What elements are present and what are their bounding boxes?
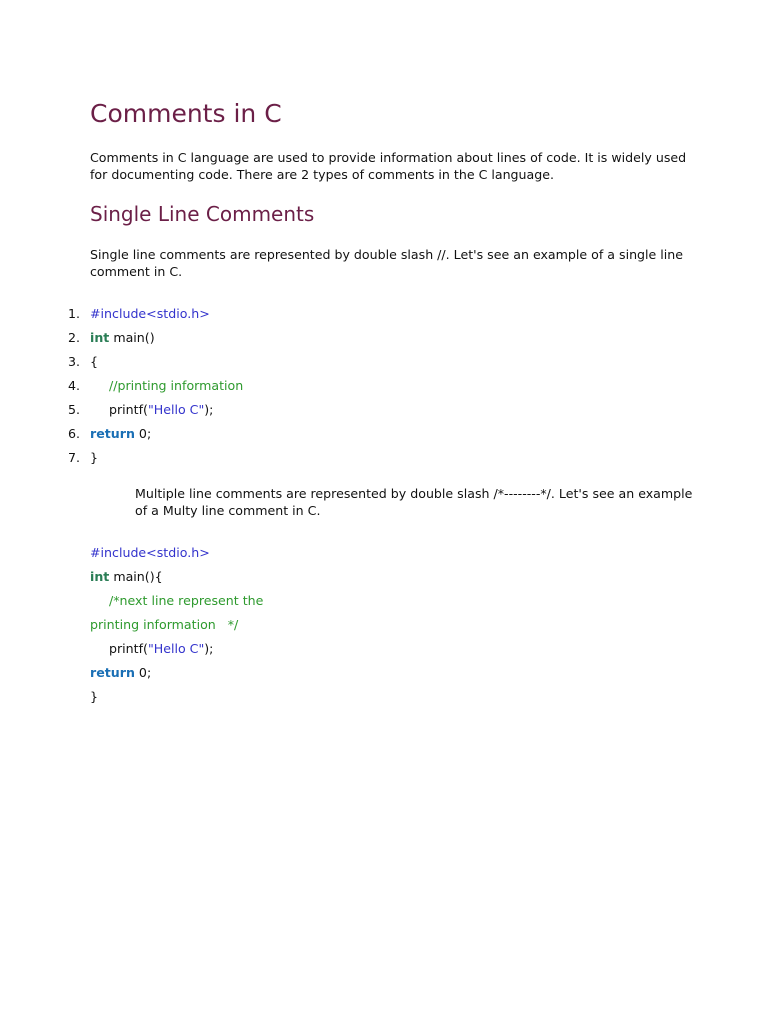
keyword: int: [90, 330, 110, 345]
code-comment: printing information */: [90, 617, 239, 632]
single-line-description: Single line comments are represented by double slash //. Let's see an example of a single line comment in C.: [90, 247, 684, 279]
code-text: #include<stdio.h>: [90, 306, 210, 321]
code-plain: 0;: [134, 665, 152, 680]
code-plain: );: [204, 402, 214, 417]
code-comment: //printing information: [109, 378, 244, 393]
code-plain: main(): [109, 330, 155, 345]
code-text: }: [90, 450, 99, 465]
line-number: 1.: [67, 306, 80, 321]
intro-paragraph: Comments in C language are used to provide information about lines of code. It is widely used for documenting code. There are 2 types of comments in the C language.: [90, 150, 687, 182]
page-title: Comments in C: [90, 99, 282, 128]
line-number: 6.: [67, 426, 80, 441]
code-text: #include<stdio.h>: [90, 545, 210, 560]
code-text: [90, 565, 163, 589]
line-number: 2.: [67, 330, 80, 345]
code-plain: main(){: [109, 569, 163, 584]
string-literal: "Hello C": [147, 641, 205, 656]
line-number: 4.: [67, 378, 80, 393]
code-text: [90, 637, 213, 661]
line-number: 3.: [67, 354, 80, 369]
code-plain: );: [204, 641, 214, 656]
code-text: {: [90, 354, 99, 369]
code-text: [90, 326, 155, 350]
code-text: [90, 661, 151, 685]
code-text: [90, 422, 151, 446]
code-text: }: [90, 689, 99, 704]
code-plain: printf(: [109, 402, 148, 417]
keyword: return: [90, 426, 135, 441]
code-text: [90, 398, 213, 422]
line-number: 7.: [67, 450, 80, 465]
code-plain: printf(: [109, 641, 148, 656]
multi-line-description: Multiple line comments are represented by double slash /*--------*/. Let's see an example of a Multy line comment in C.: [135, 486, 693, 518]
line-number: 5.: [67, 402, 80, 417]
code-plain: 0;: [134, 426, 152, 441]
single-line-heading: Single Line Comments: [90, 202, 315, 226]
keyword: int: [90, 569, 110, 584]
string-literal: "Hello C": [147, 402, 205, 417]
code-comment: /*next line represent the: [109, 593, 264, 608]
keyword: return: [90, 665, 135, 680]
